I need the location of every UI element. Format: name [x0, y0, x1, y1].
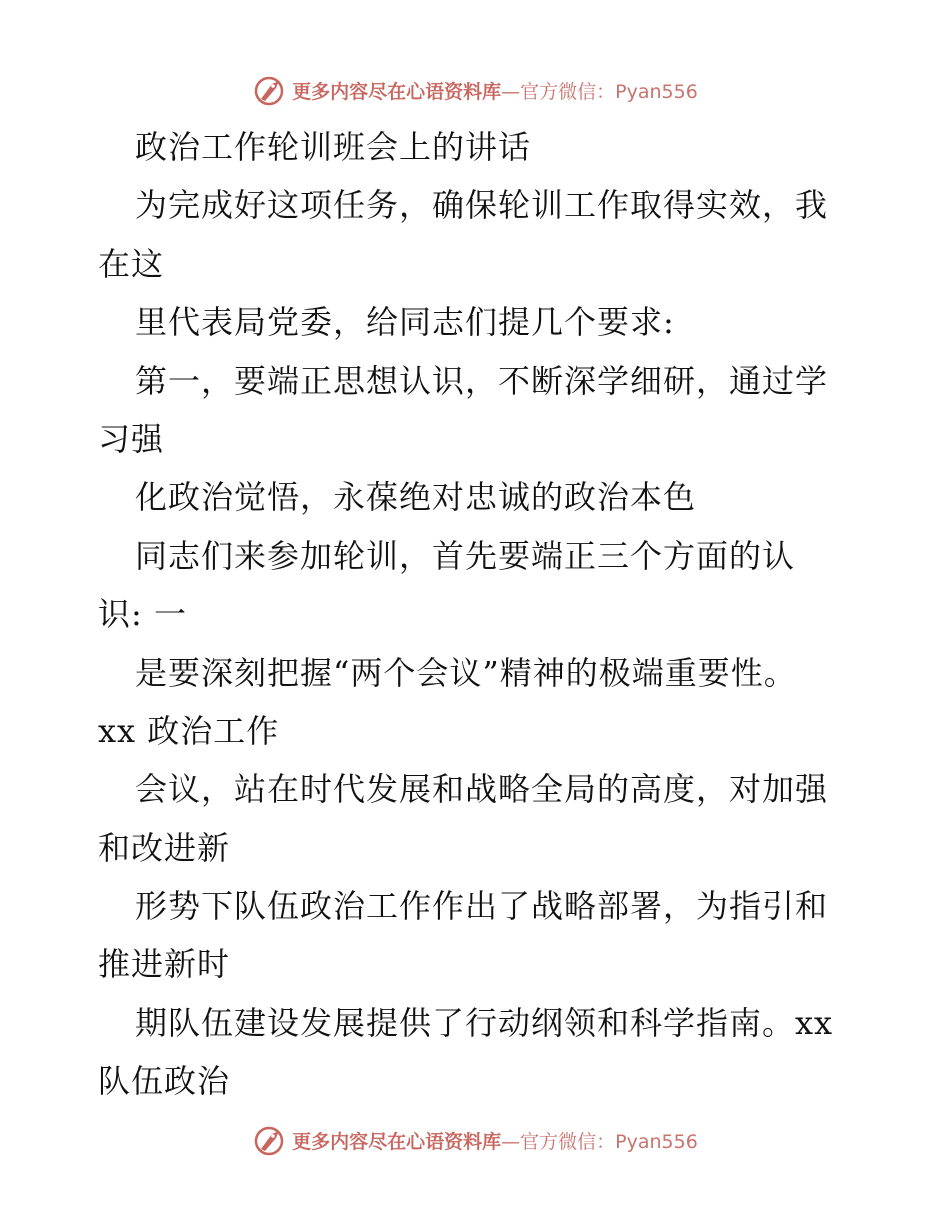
- footer-banner-text: [292, 1127, 698, 1154]
- pen-nib-logo-icon: [252, 1122, 288, 1158]
- header-watermark-banner: [0, 70, 950, 110]
- header-banner-text: [292, 77, 698, 104]
- text-line: 推进新时: [98, 945, 231, 984]
- footer-watermark-banner: [0, 1120, 950, 1160]
- text-line: 是要深刻把握“两个会议”精神的极端重要性。: [135, 653, 797, 692]
- text-line: 识: 一: [98, 595, 187, 634]
- text-line: 形势下队伍政治工作作出了战略部署，为指引和: [135, 887, 829, 926]
- footer-banner-separator: —: [501, 1130, 521, 1153]
- text-line: 期队伍建设发展提供了行动纲领和科学指南。xx: [135, 1003, 834, 1042]
- document-title: 政治工作轮训班会上的讲话: [135, 128, 532, 166]
- header-banner-contact: 官方微信：Pyan556: [520, 80, 698, 103]
- text-line: 同志们来参加轮训，首先要端正三个方面的认: [135, 536, 796, 575]
- text-line: 第一，要端正思想认识，不断深学细研，通过学: [135, 361, 829, 400]
- text-line: 在这: [98, 244, 165, 283]
- header-banner-brand: 更多内容尽在心语资料库: [292, 80, 502, 103]
- header-banner-separator: —: [501, 80, 521, 103]
- pen-nib-logo-icon: [252, 72, 288, 108]
- document-body: [98, 118, 858, 1111]
- text-line: 化政治觉悟，永葆绝对忠诚的政治本色: [135, 478, 697, 517]
- text-line: 和改进新: [98, 828, 231, 867]
- text-line: 队伍政治: [98, 1062, 231, 1101]
- footer-banner-brand: 更多内容尽在心语资料库: [292, 1130, 502, 1153]
- footer-banner-contact: 官方微信：Pyan556: [520, 1130, 698, 1153]
- text-line: xx 政治工作: [98, 711, 280, 750]
- text-line: 里代表局党委，给同志们提几个要求:: [135, 303, 675, 342]
- text-line: 为完成好这项任务，确保轮训工作取得实效，我: [135, 186, 829, 225]
- text-line: 习强: [98, 419, 165, 458]
- text-line: 会议，站在时代发展和战略全局的高度，对加强: [135, 770, 829, 809]
